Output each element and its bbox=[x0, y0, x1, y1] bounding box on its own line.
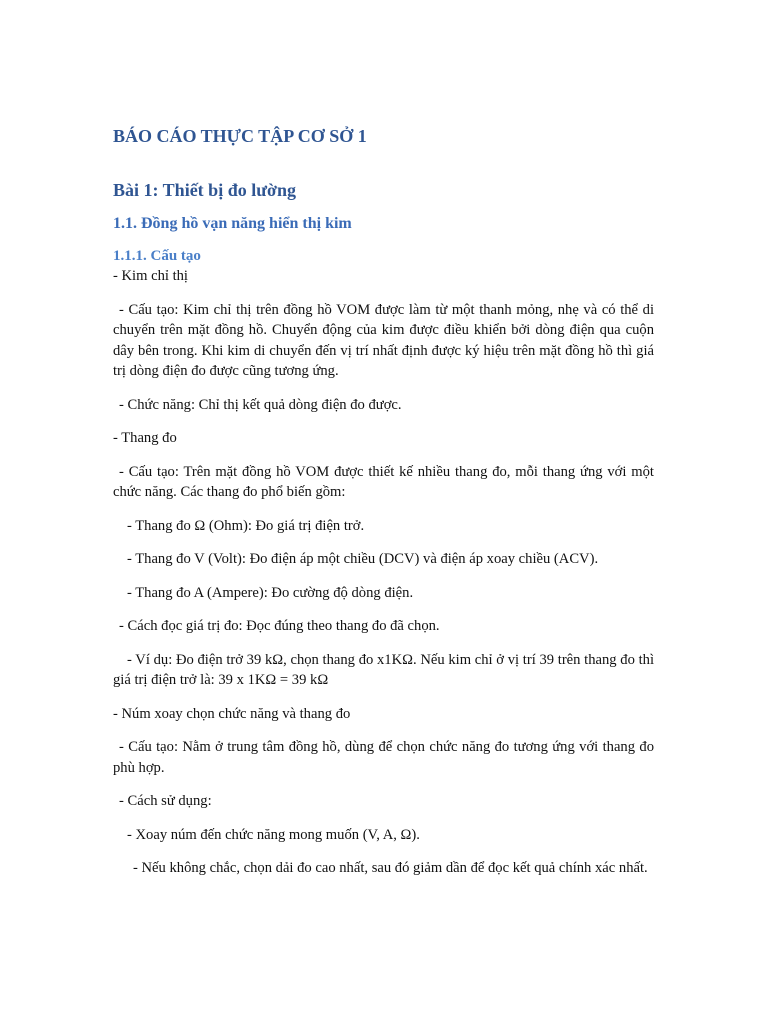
paragraph-vi-du: - Ví dụ: Đo điện trở 39 kΩ, chọn thang đo x1KΩ. Nếu kim chỉ ở vị trí 39 trên thang đo thì giá trị điện trở là: 39 x 1KΩ = 39 kΩ bbox=[113, 651, 658, 688]
document-body bbox=[113, 124, 658, 892]
paragraph-kim-chi-thi: - Kim chỉ thị bbox=[113, 268, 188, 284]
heading-section: 1.1. Đồng hồ vạn năng hiển thị kim bbox=[113, 215, 352, 232]
heading-lesson: Bài 1: Thiết bị đo lường bbox=[113, 180, 296, 200]
paragraph-thang-do-volt: - Thang đo V (Volt): Đo điện áp một chiều (DCV) và điện áp xoay chiều (ACV). bbox=[127, 551, 599, 567]
document-title: BÁO CÁO THỰC TẬP CƠ SỞ 1 bbox=[113, 126, 367, 146]
paragraph-cau-tao-num-xoay: - Cấu tạo: Nằm ở trung tâm đồng hồ, dùng để chọn chức năng đo tương ứng với thang đo phù hợp. bbox=[113, 739, 658, 776]
paragraph-xoay-num: - Xoay núm đến chức năng mong muốn (V, A, Ω). bbox=[127, 826, 420, 843]
paragraph-chuc-nang: - Chức năng: Chỉ thị kết quả dòng điện đo được. bbox=[119, 396, 402, 413]
paragraph-cach-su-dung: - Cách sử dụng: bbox=[119, 793, 212, 809]
paragraph-cau-tao-kim: - Cấu tạo: Kim chỉ thị trên đồng hồ VOM được làm từ một thanh mỏng, nhẹ và có thể di chuyển trên mặt đồng hồ. Chuyển động của kim được điều khiển bởi dòng điện qua cuộn dây bên trong. Khi kim di chuyển đến vị trí nhất định được ký hiệu trên mặt đồng hồ thì giá trị dòng điện đo được cũng tương ứng. bbox=[113, 301, 658, 379]
paragraph-thang-do-ampere: - Thang đo A (Ampere): Đo cường độ dòng điện. bbox=[127, 584, 414, 601]
paragraph-thang-do-ohm: - Thang đo Ω (Ohm): Đo giá trị điện trở. bbox=[127, 517, 365, 534]
paragraph-thang-do: - Thang đo bbox=[113, 430, 177, 446]
heading-subsection: 1.1.1. Cấu tạo bbox=[113, 248, 201, 264]
paragraph-num-xoay: - Núm xoay chọn chức năng và thang đo bbox=[113, 705, 351, 722]
paragraph-neu-khong-chac: - Nếu không chắc, chọn dải đo cao nhất, sau đó giảm dần để đọc kết quả chính xác nhất. bbox=[133, 860, 648, 876]
paragraph-cach-doc: - Cách đọc giá trị đo: Đọc đúng theo thang đo đã chọn. bbox=[119, 618, 440, 634]
paragraph-cau-tao-thang-do: - Cấu tạo: Trên mặt đồng hồ VOM được thiết kế nhiều thang đo, mỗi thang ứng với một chức năng. Các thang đo phổ biến gồm: bbox=[113, 463, 658, 500]
